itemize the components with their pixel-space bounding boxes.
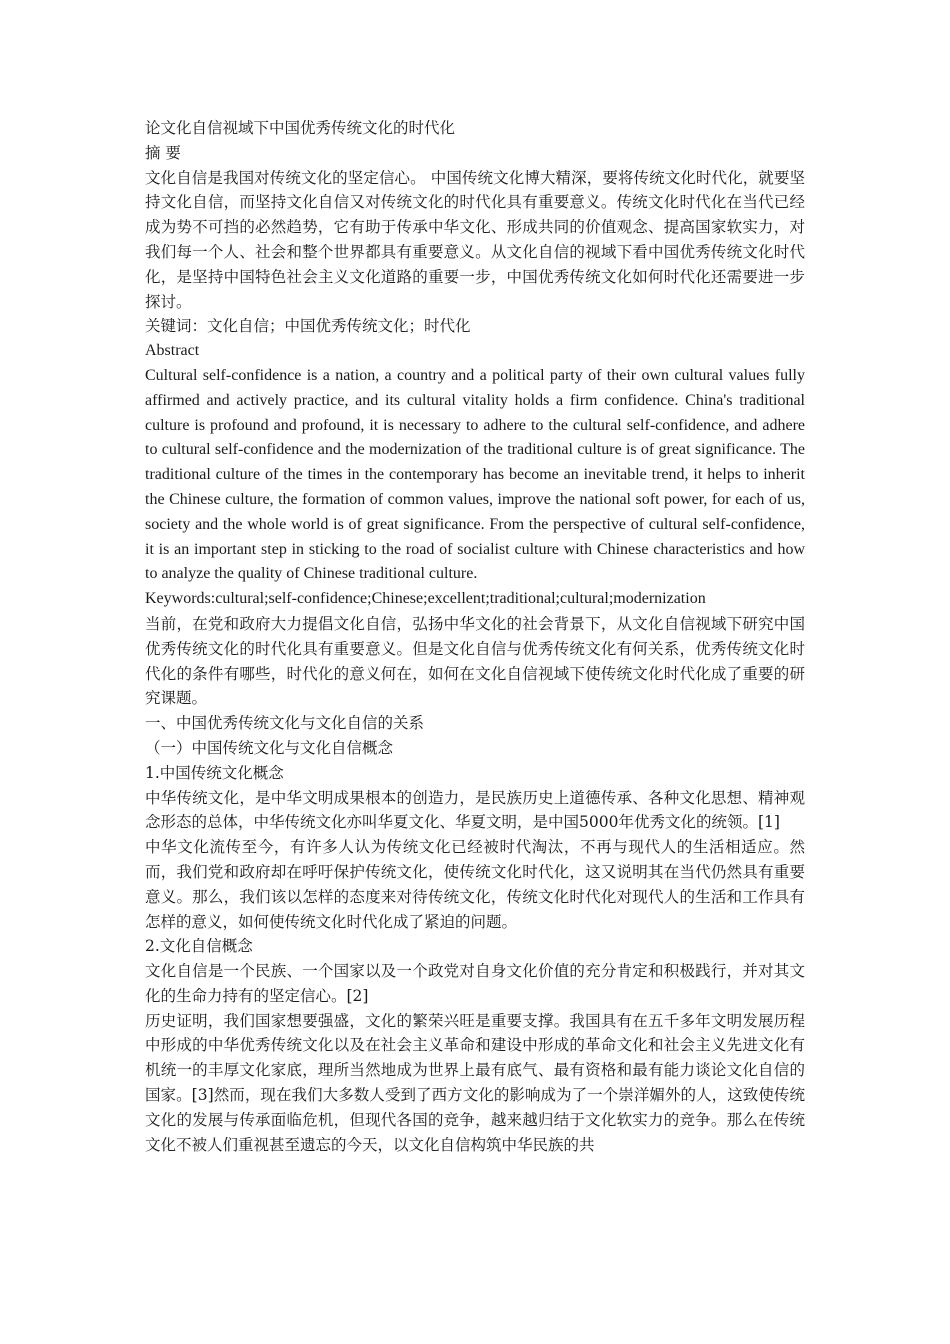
subsection-heading: （一）中国传统文化与文化自信概念 [145, 738, 394, 757]
abstract-heading: 摘 要 [145, 143, 181, 162]
abstract-cn: 文化自信是我国对传统文化的坚定信心。 中国传统文化博大精深，要将传统文化时代化，就要坚持文化自信，而坚持文化自信又对传统文化的时代化具有重要意义。传统文化时代化在当代已经成为势不可挡的必然趋势，它有助于传承中华文化、形成共同的价值观念、提高国家软实力，对我们每一个人、社会和整个世界都具有重要意义。从文化自信的视域下看中国优秀传统文化时代化，是坚持中国特色社会主义文化道路的重要一步，中国优秀传统文化如何时代化还需要进一步探讨。 [145, 168, 805, 311]
body-paragraph: 中华传统文化，是中华文明成果根本的创造力，是民族历史上道德传承、各种文化思想、精神观念形态的总体，中华传统文化亦叫华夏文化、华夏文明，是中国5000年优秀文化的统领。[1] [145, 788, 805, 832]
body-paragraph: 文化自信是一个民族、一个国家以及一个政党对自身文化价值的充分肯定和积极践行，并对其文化的生命力持有的坚定信心。[2] [145, 962, 805, 1005]
abstract-en-heading: Abstract [145, 342, 200, 360]
intro-paragraph: 当前，在党和政府大力提倡文化自信，弘扬中华文化的社会背景下，从文化自信视域下研究中国优秀传统文化的时代化具有重要意义。但是文化自信与优秀传统文化有何关系，优秀传统文化时代化的条件有哪些，时代化的意义何在，如何在文化自信视域下使传统文化时代化成了重要的研究课题。 [145, 614, 805, 708]
keywords-cn: 关键词：文化自信；中国优秀传统文化；时代化 [145, 317, 471, 336]
body-paragraph: 历史证明，我们国家想要强盛，文化的繁荣兴旺是重要支撑。我国具有在五千多年文明发展历程中形成的中华优秀传统文化以及在社会主义革命和建设中形成的革命文化和社会主义先进文化有机统一的丰厚文化家底，理所当然地成为世界上最有底气、最有资格和最有能力谈论文化自信的国家。[3]然而，现在我们大多数人受到了西方文化的影响成为了一个崇洋媚外的人，这致使传统文化的发展与传承面临危机，但现代各国的竞争，越来越归结于文化软实力的竞争。那么在传统文化不被人们重视甚至遗忘的今天，以文化自信构筑中华民族的共 [145, 1011, 805, 1154]
body-paragraph: 中华文化流传至今，有许多人认为传统文化已经被时代淘汰，不再与现代人的生活相适应。然而，我们党和政府却在呼吁保护传统文化，使传统文化时代化，这又说明其在当代仍然具有重要意义。那么，我们该以怎样的态度来对待传统文化，传统文化时代化对现代人的生活和工作具有怎样的意义，如何使传统文化时代化成了紧迫的问题。 [145, 838, 805, 931]
document-page [145, 116, 805, 1157]
keywords-en: Keywords:cultural;self-confidence;Chinese;excellent;traditional;cultural;modernization [145, 590, 706, 608]
abstract-en: Cultural self-confidence is a nation, a country and a political party of their own cultural values fully affirmed and actively practice, and its cultural vitality holds a firm confidence. China's traditional culture is profound and profound, it is necessary to adhere to the cultural self-confidence, and adhere to cultural self-confidence and the modernization of the traditional culture is of great significance. The traditional culture of the times in the contemporary has become an inevitable trend, it helps to inherit the Chinese culture, the formation of common values, improve the national soft power, for each of us, society and the whole world is of great significance. From the perspective of cultural self-confidence, it is an important step in sticking to the road of socialist culture with Chinese characteristics and how to analyze the quality of Chinese traditional culture. [145, 366, 805, 583]
item-heading: 2.文化自信概念 [145, 937, 253, 956]
document-title: 论文化自信视域下中国优秀传统文化的时代化 [145, 119, 456, 137]
section-heading: 一、中国优秀传统文化与文化自信的关系 [145, 714, 425, 733]
item-heading: 1.中国传统文化概念 [145, 763, 284, 782]
